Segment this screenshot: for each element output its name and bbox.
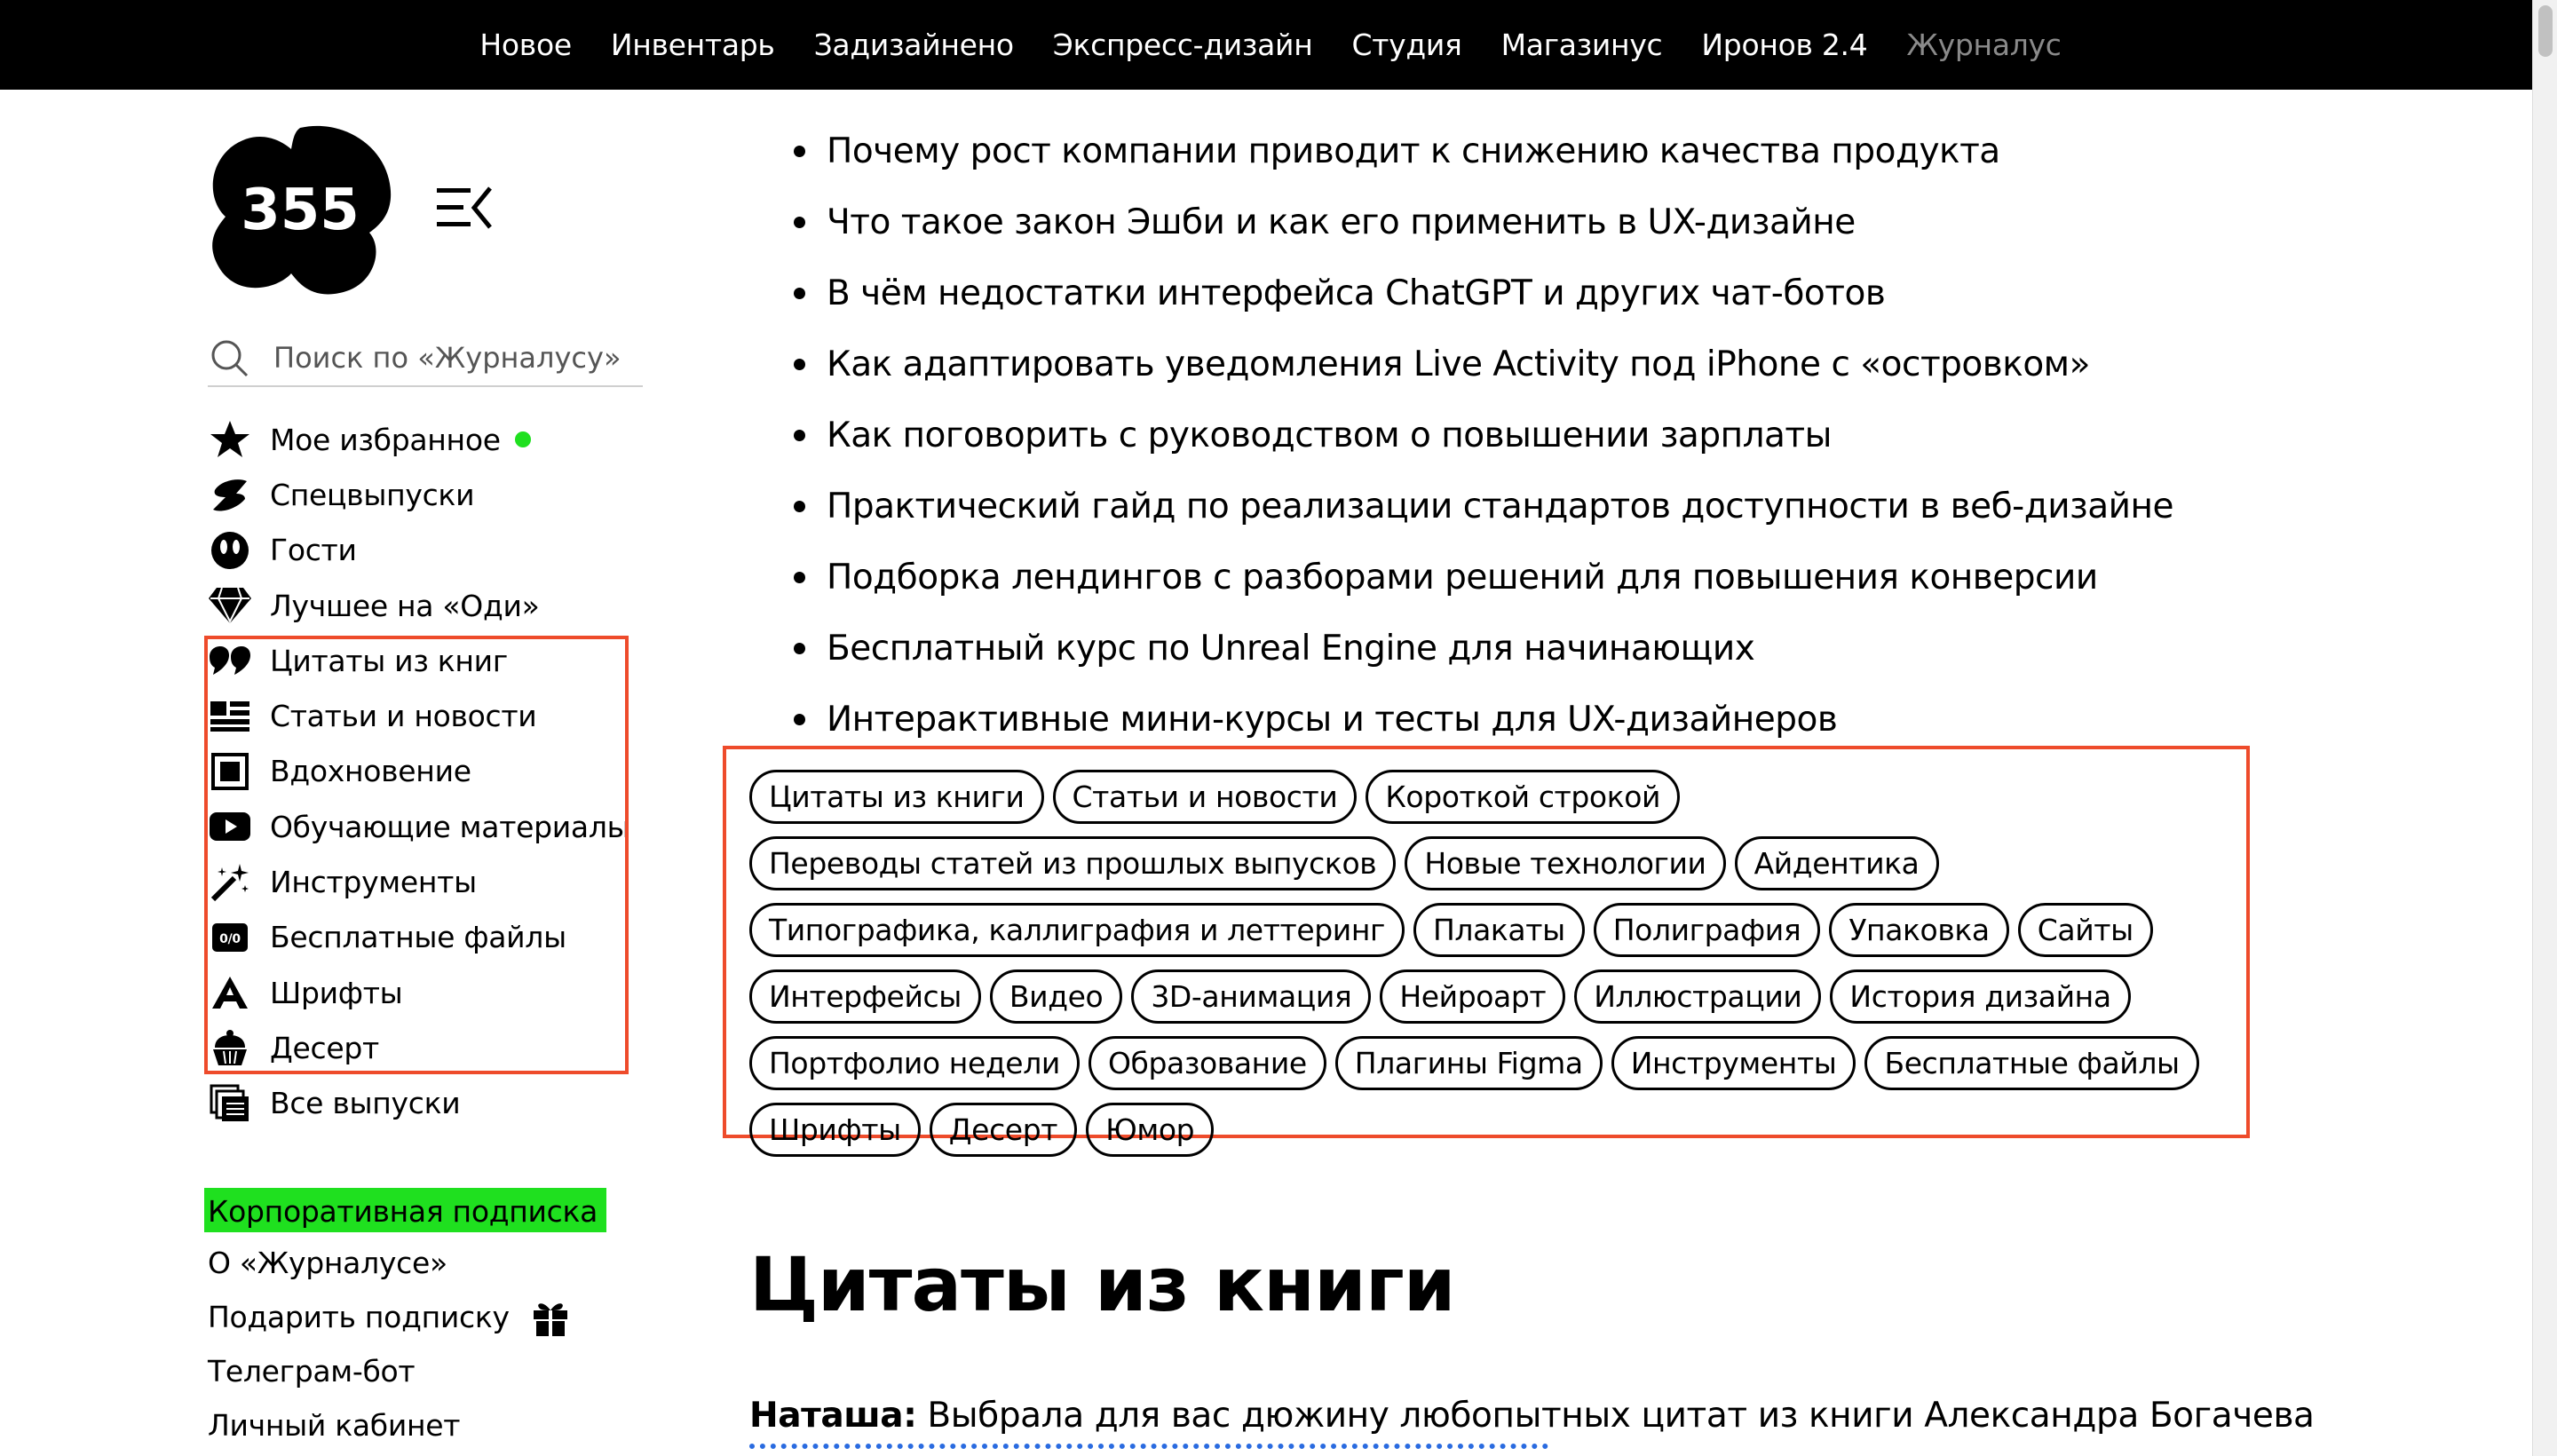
tag-chip[interactable]: Портфолио недели [749, 1036, 1080, 1090]
scrollbar-thumb[interactable] [2538, 5, 2553, 57]
sidebar-item-label: Шрифты [270, 975, 403, 1010]
quote-icon [208, 639, 252, 682]
play-icon [208, 805, 252, 848]
sidebar-item-label: Инструменты [270, 865, 477, 900]
list-item: Что такое закон Эшби и как его применить в UX-дизайне [794, 186, 2173, 257]
smiley-icon [208, 529, 252, 572]
tag-chip[interactable]: Переводы статей из прошлых выпусков [749, 836, 1396, 890]
top-nav-item[interactable]: Экспресс-дизайн [1052, 28, 1313, 62]
tag-chip[interactable]: 3D-анимация [1131, 969, 1371, 1024]
telegram-link-label: Телеграм-бот [208, 1354, 416, 1389]
tag-chip[interactable]: Десерт [930, 1103, 1077, 1157]
sidebar-item-label: Мое избранное [270, 422, 501, 457]
list-item: Как поговорить с руководством о повышении зарплаты [794, 400, 2173, 471]
sidebar-item-label: Статьи и новости [270, 699, 537, 734]
tag-chip[interactable]: Плакаты [1413, 903, 1585, 957]
telegram-bot-link[interactable] [208, 1344, 570, 1398]
top-nav-item[interactable]: Журналус [1906, 28, 2062, 62]
list-item: Бесплатный курс по Unreal Engine для начинающих [794, 613, 2173, 684]
sidebar-footer-links [208, 1236, 570, 1452]
logo-text: 355 [241, 178, 360, 243]
menu-collapse-icon[interactable] [435, 183, 494, 233]
sidebar-menu [208, 412, 634, 1131]
news-icon [208, 695, 252, 738]
list-item: Подборка лендингов с разборами решений для повышения конверсии [794, 542, 2173, 613]
new-indicator-dot [515, 431, 531, 447]
free-tag-icon [208, 916, 252, 959]
sidebar-item-label: Цитаты из книг [270, 643, 508, 678]
top-nav-item[interactable]: Студия [1351, 28, 1462, 62]
tag-chip[interactable]: Упаковка [1829, 903, 2008, 957]
issue-contents-list [794, 115, 2173, 755]
magic-wand-icon [208, 861, 252, 904]
sidebar-item-all-issues[interactable] [208, 1076, 634, 1131]
intro-next-line [749, 1444, 2259, 1456]
sidebar-item-special-issues[interactable] [208, 467, 634, 522]
sidebar-item-label: Десерт [270, 1030, 379, 1065]
sidebar-item-learning[interactable] [208, 799, 634, 854]
stack-icon [208, 1082, 252, 1125]
sidebar-item-label: Гости [270, 533, 357, 568]
list-item: В чём недостатки интерфейса ChatGPT и других чат-ботов [794, 257, 2173, 328]
search-bar[interactable] [208, 330, 643, 387]
tag-chip[interactable]: Новые технологии [1405, 836, 1725, 890]
diamond-icon [208, 584, 252, 627]
sidebar-item-free-files[interactable] [208, 910, 634, 965]
sidebar-item-label: Лучшее на «Оди» [270, 588, 540, 623]
sidebar-item-fonts[interactable] [208, 965, 634, 1020]
list-item: Практический гайд по реализации стандартов доступности в веб-дизайне [794, 471, 2173, 542]
cupcake-icon [208, 1026, 252, 1069]
sidebar-item-inspiration[interactable] [208, 744, 634, 799]
tag-chip[interactable]: Цитаты из книги [749, 770, 1044, 824]
intro-author: Наташа: [749, 1396, 917, 1436]
gift-icon [531, 1298, 570, 1337]
sidebar-item-favorites[interactable] [208, 412, 634, 467]
search-input[interactable] [273, 341, 629, 375]
sidebar-item-label: Вдохновение [270, 754, 471, 789]
list-item: Интерактивные мини-курсы и тесты для UX-дизайнеров [794, 684, 2173, 755]
font-icon [208, 971, 252, 1014]
search-icon [210, 338, 249, 377]
tag-chip[interactable]: Короткой строкой [1366, 770, 1680, 824]
sidebar-item-label: Все выпуски [270, 1086, 461, 1121]
tag-chip[interactable]: Плагины Figma [1335, 1036, 1603, 1090]
account-link-label: Личный кабинет [208, 1408, 461, 1443]
sidebar-item-book-quotes[interactable] [208, 633, 634, 688]
sidebar-item-dessert[interactable] [208, 1020, 634, 1075]
top-nav-item[interactable]: Задизайнено [813, 28, 1014, 62]
sidebar-item-label: Бесплатные файлы [270, 920, 566, 955]
tag-chip[interactable]: Юмор [1086, 1103, 1214, 1157]
section-title: Цитаты из книги [749, 1241, 1455, 1328]
list-item: Почему рост компании приводит к снижению качества продукта [794, 115, 2173, 186]
sidebar-item-articles-news[interactable] [208, 688, 634, 743]
tag-chip[interactable]: Айдентика [1735, 836, 1939, 890]
tag-chip[interactable]: Интерфейсы [749, 969, 981, 1024]
tag-chip[interactable]: Нейроарт [1380, 969, 1565, 1024]
sidebar-item-label: Обучающие материалы [270, 809, 630, 844]
frame-icon [208, 750, 252, 793]
top-navigation [0, 0, 2532, 90]
sidebar-item-label: Спецвыпуски [270, 477, 475, 512]
gift-subscription-link[interactable] [208, 1290, 570, 1344]
top-nav-item[interactable]: Инвентарь [610, 28, 775, 62]
top-nav-list [460, 28, 2080, 62]
list-item: Как адаптировать уведомления Live Activity под iPhone с «островком» [794, 328, 2173, 400]
gift-link-label: Подарить подписку [208, 1300, 510, 1334]
tag-chip[interactable]: Статьи и новости [1053, 770, 1358, 824]
lightning-icon [208, 473, 252, 516]
about-link[interactable] [208, 1236, 570, 1290]
tag-chip[interactable]: Видео [990, 969, 1122, 1024]
tag-chip[interactable]: Сайты [2018, 903, 2153, 957]
tag-chip[interactable]: Иллюстрации [1574, 969, 1821, 1024]
logo[interactable] [206, 124, 394, 297]
category-tags [749, 770, 2223, 1157]
tag-chip[interactable]: История дизайна [1830, 969, 2130, 1024]
top-nav-item[interactable]: Иронов 2.4 [1701, 28, 1868, 62]
intro-text: Выбрала для вас дюжину любопытных цитат из книги Александра Богачева [916, 1396, 2315, 1436]
sidebar-item-best-odi[interactable] [208, 578, 634, 633]
tag-chip[interactable]: Шрифты [749, 1103, 921, 1157]
section-intro [749, 1396, 2315, 1436]
star-icon [208, 418, 252, 461]
sidebar-item-guests[interactable] [208, 523, 634, 578]
tag-chip[interactable]: Образование [1089, 1036, 1326, 1090]
tag-chip[interactable]: Бесплатные файлы [1864, 1036, 2198, 1090]
sidebar-item-tools[interactable] [208, 854, 634, 909]
tag-chip[interactable]: Типографика, каллиграфия и леттеринг [749, 903, 1405, 957]
free-badge-text: 0/0 [219, 931, 241, 946]
tag-chip[interactable]: Инструменты [1611, 1036, 1856, 1090]
top-nav-item[interactable]: Магазинус [1500, 28, 1663, 62]
about-link-label: О «Журналусе» [208, 1246, 447, 1280]
account-link[interactable] [208, 1398, 570, 1452]
scrollbar[interactable] [2532, 0, 2557, 1456]
tag-chip[interactable]: Полиграфия [1594, 903, 1821, 957]
top-nav-item[interactable]: Новое [479, 28, 572, 62]
corporate-subscription-link[interactable]: Корпоративная подписка [204, 1188, 606, 1232]
